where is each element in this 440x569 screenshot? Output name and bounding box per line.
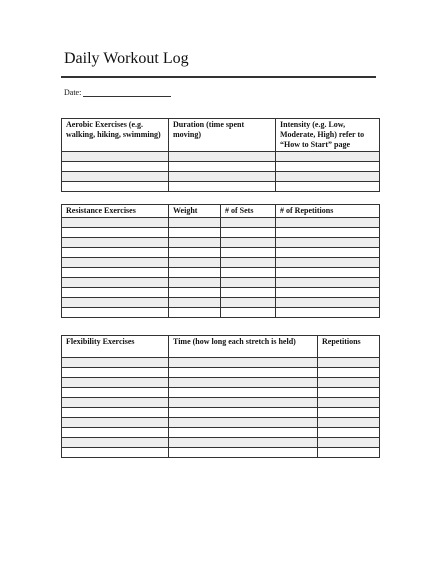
entry-cell[interactable] bbox=[62, 408, 169, 418]
entry-cell[interactable] bbox=[276, 182, 380, 192]
entry-cell[interactable] bbox=[318, 408, 380, 418]
entry-cell[interactable] bbox=[169, 448, 318, 458]
entry-cell[interactable] bbox=[169, 308, 221, 318]
stretch-time-header: Time (how long each stretch is held) bbox=[169, 336, 318, 358]
entry-cell[interactable] bbox=[221, 238, 276, 248]
entry-cell[interactable] bbox=[221, 258, 276, 268]
entry-cell[interactable] bbox=[169, 172, 276, 182]
entry-cell[interactable] bbox=[276, 172, 380, 182]
table-row bbox=[62, 218, 380, 228]
date-field bbox=[64, 88, 171, 97]
entry-cell[interactable] bbox=[318, 418, 380, 428]
entry-cell[interactable] bbox=[318, 368, 380, 378]
entry-cell[interactable] bbox=[276, 288, 380, 298]
intensity-header: Intensity (e.g. Low, Moderate, High) refer to “How to Start” page bbox=[276, 119, 380, 152]
entry-cell[interactable] bbox=[62, 448, 169, 458]
entry-cell[interactable] bbox=[276, 278, 380, 288]
table-row bbox=[62, 228, 380, 238]
table-row bbox=[62, 398, 380, 408]
entry-cell[interactable] bbox=[276, 258, 380, 268]
entry-cell[interactable] bbox=[62, 368, 169, 378]
table-row bbox=[62, 182, 380, 192]
table-row bbox=[62, 448, 380, 458]
aerobic-exercise-header: Aerobic Exercises (e.g. walking, hiking, swimming) bbox=[62, 119, 169, 152]
title-rule bbox=[61, 76, 376, 78]
entry-cell[interactable] bbox=[169, 182, 276, 192]
duration-header: Duration (time spent moving) bbox=[169, 119, 276, 152]
entry-cell[interactable] bbox=[221, 288, 276, 298]
entry-cell[interactable] bbox=[169, 238, 221, 248]
entry-cell[interactable] bbox=[276, 248, 380, 258]
entry-cell[interactable] bbox=[62, 438, 169, 448]
entry-cell[interactable] bbox=[276, 228, 380, 238]
entry-cell[interactable] bbox=[62, 358, 169, 368]
entry-cell[interactable] bbox=[62, 398, 169, 408]
table-row bbox=[62, 288, 380, 298]
date-label: Date: bbox=[64, 88, 82, 97]
entry-cell[interactable] bbox=[62, 172, 169, 182]
entry-cell[interactable] bbox=[62, 298, 169, 308]
table-row bbox=[62, 248, 380, 258]
entry-cell[interactable] bbox=[169, 162, 276, 172]
flexibility-exercise-header: Flexibility Exercises bbox=[62, 336, 169, 358]
entry-cell[interactable] bbox=[221, 248, 276, 258]
entry-cell[interactable] bbox=[169, 368, 318, 378]
entry-cell[interactable] bbox=[276, 162, 380, 172]
table-row bbox=[62, 408, 380, 418]
table-row bbox=[62, 438, 380, 448]
entry-cell[interactable] bbox=[62, 238, 169, 248]
entry-cell[interactable] bbox=[62, 288, 169, 298]
weight-header: Weight bbox=[169, 205, 221, 218]
entry-cell[interactable] bbox=[62, 418, 169, 428]
table-row bbox=[62, 238, 380, 248]
entry-cell[interactable] bbox=[318, 448, 380, 458]
entry-cell[interactable] bbox=[169, 152, 276, 162]
entry-cell[interactable] bbox=[221, 298, 276, 308]
entry-cell[interactable] bbox=[62, 228, 169, 238]
entry-cell[interactable] bbox=[62, 378, 169, 388]
entry-cell[interactable] bbox=[318, 378, 380, 388]
table-row bbox=[62, 368, 380, 378]
entry-cell[interactable] bbox=[169, 248, 221, 258]
entry-cell[interactable] bbox=[276, 268, 380, 278]
aerobic-table bbox=[61, 118, 380, 192]
entry-cell[interactable] bbox=[169, 438, 318, 448]
table-row bbox=[62, 258, 380, 268]
table-row bbox=[62, 278, 380, 288]
entry-cell[interactable] bbox=[62, 162, 169, 172]
entry-cell[interactable] bbox=[221, 228, 276, 238]
table-row bbox=[62, 162, 380, 172]
entry-cell[interactable] bbox=[169, 428, 318, 438]
entry-cell[interactable] bbox=[276, 308, 380, 318]
entry-cell[interactable] bbox=[221, 308, 276, 318]
entry-cell[interactable] bbox=[169, 218, 221, 228]
page-title: Daily Workout Log bbox=[64, 50, 189, 67]
entry-cell[interactable] bbox=[169, 408, 318, 418]
entry-cell[interactable] bbox=[169, 278, 221, 288]
table-row bbox=[62, 152, 380, 162]
resistance-table bbox=[61, 204, 380, 318]
entry-cell[interactable] bbox=[62, 388, 169, 398]
entry-cell[interactable] bbox=[169, 418, 318, 428]
entry-cell[interactable] bbox=[318, 428, 380, 438]
table-row bbox=[62, 428, 380, 438]
table-row bbox=[62, 378, 380, 388]
entry-cell[interactable] bbox=[62, 218, 169, 228]
entry-cell[interactable] bbox=[276, 238, 380, 248]
table-row bbox=[62, 358, 380, 368]
entry-cell[interactable] bbox=[169, 358, 318, 368]
entry-cell[interactable] bbox=[318, 358, 380, 368]
entry-cell[interactable] bbox=[62, 182, 169, 192]
entry-cell[interactable] bbox=[318, 398, 380, 408]
entry-cell[interactable] bbox=[318, 388, 380, 398]
table-row bbox=[62, 298, 380, 308]
entry-cell[interactable] bbox=[221, 278, 276, 288]
entry-cell[interactable] bbox=[221, 218, 276, 228]
flexibility-table bbox=[61, 335, 380, 458]
table-row bbox=[62, 418, 380, 428]
entry-cell[interactable] bbox=[62, 278, 169, 288]
entry-cell[interactable] bbox=[169, 388, 318, 398]
entry-cell[interactable] bbox=[276, 298, 380, 308]
entry-cell[interactable] bbox=[62, 248, 169, 258]
entry-cell[interactable] bbox=[221, 268, 276, 278]
entry-cell[interactable] bbox=[62, 258, 169, 268]
entry-cell[interactable] bbox=[169, 298, 221, 308]
entry-cell[interactable] bbox=[169, 228, 221, 238]
entry-cell[interactable] bbox=[169, 378, 318, 388]
entry-cell[interactable] bbox=[62, 428, 169, 438]
table-row bbox=[62, 172, 380, 182]
entry-cell[interactable] bbox=[169, 268, 221, 278]
entry-cell[interactable] bbox=[276, 152, 380, 162]
entry-cell[interactable] bbox=[276, 218, 380, 228]
table-row bbox=[62, 388, 380, 398]
entry-cell[interactable] bbox=[169, 398, 318, 408]
entry-cell[interactable] bbox=[62, 268, 169, 278]
entry-cell[interactable] bbox=[62, 308, 169, 318]
entry-cell[interactable] bbox=[169, 258, 221, 268]
entry-cell[interactable] bbox=[62, 152, 169, 162]
entry-cell[interactable] bbox=[169, 288, 221, 298]
sets-header: # of Sets bbox=[221, 205, 276, 218]
resistance-exercise-header: Resistance Exercises bbox=[62, 205, 169, 218]
date-blank-line[interactable] bbox=[83, 89, 171, 97]
table-row bbox=[62, 268, 380, 278]
table-row bbox=[62, 308, 380, 318]
repetitions-header: # of Repetitions bbox=[276, 205, 380, 218]
entry-cell[interactable] bbox=[318, 438, 380, 448]
flex-repetitions-header: Repetitions bbox=[318, 336, 380, 358]
